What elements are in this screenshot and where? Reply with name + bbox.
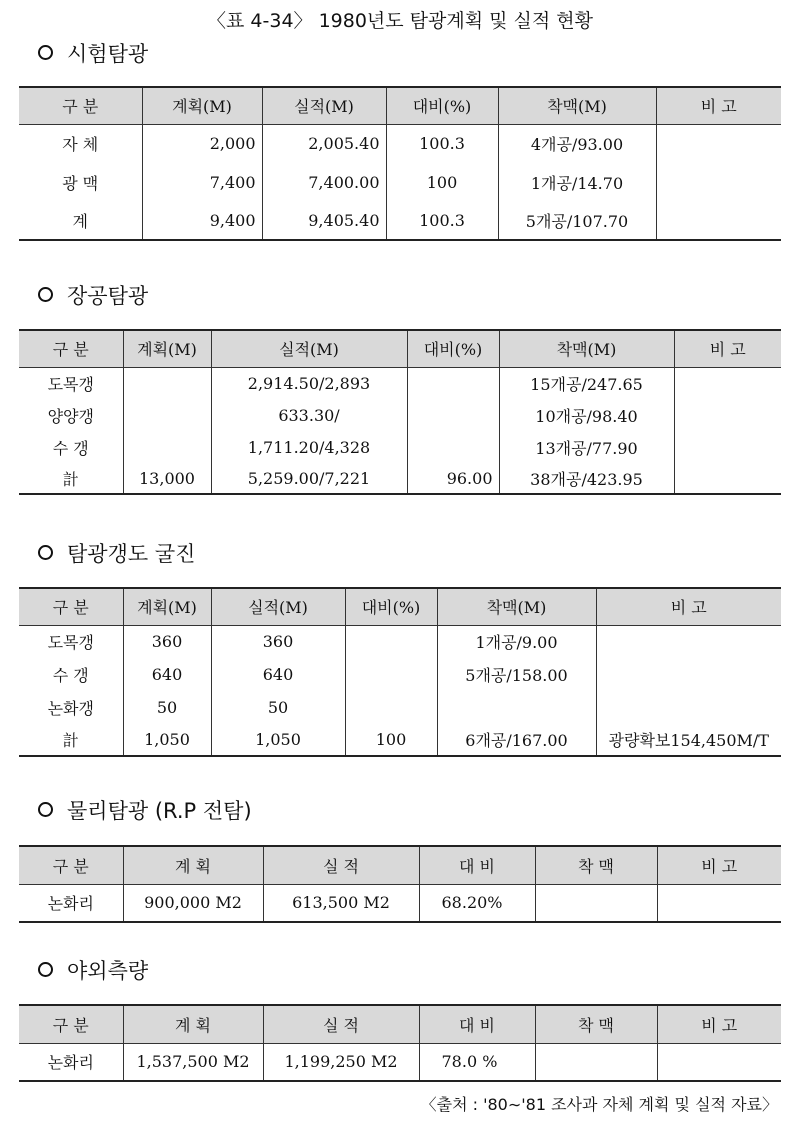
table-cell: 7,400 xyxy=(142,163,262,201)
header-cell: 실적(M) xyxy=(211,330,407,367)
table-cell xyxy=(674,399,781,431)
table-cell: 수 갱 xyxy=(19,658,123,691)
table-cell: 13개공/77.90 xyxy=(499,431,674,463)
table-cell: 38개공/423.95 xyxy=(499,463,674,494)
table-cell xyxy=(123,431,211,463)
table-cell xyxy=(657,1043,781,1081)
table-cell: 613,500 M2 xyxy=(263,884,419,922)
table-cell: 5개공/158.00 xyxy=(437,658,596,691)
table-cell xyxy=(123,367,211,399)
table-row xyxy=(19,625,781,658)
table-cell xyxy=(407,399,499,431)
table-cell: 633.30/ xyxy=(211,399,407,431)
table-cell xyxy=(535,884,657,922)
table-cell: 1,050 xyxy=(211,724,345,756)
table-cell xyxy=(596,691,781,724)
circle-bullet-icon xyxy=(38,962,53,977)
table-cell: 광량확보154,450M/T xyxy=(596,724,781,756)
field-survey-table xyxy=(19,1004,781,1082)
table-cell xyxy=(596,625,781,658)
header-cell: 구 분 xyxy=(19,1005,123,1043)
table-cell: 논화리 xyxy=(19,1043,123,1081)
table-cell: 논화갱 xyxy=(19,691,123,724)
section-title-exploration-drift: 탐광갱도 굴진 xyxy=(38,538,195,568)
header-cell: 비 고 xyxy=(657,1005,781,1043)
table-row xyxy=(19,691,781,724)
table-cell xyxy=(656,163,781,201)
header-cell: 대비(%) xyxy=(407,330,499,367)
header-cell: 착 맥 xyxy=(535,846,657,884)
header-cell: 비 고 xyxy=(674,330,781,367)
table-cell: 100.3 xyxy=(386,201,498,240)
circle-bullet-icon xyxy=(38,802,53,817)
table-cell: 100 xyxy=(345,724,437,756)
table-cell: 4개공/93.00 xyxy=(498,124,656,163)
table-cell xyxy=(657,884,781,922)
long-hole-exploration-table xyxy=(19,329,781,495)
header-cell: 대비(%) xyxy=(386,87,498,124)
table-cell: 1개공/14.70 xyxy=(498,163,656,201)
table-cell: 2,914.50/2,893 xyxy=(211,367,407,399)
source-note: 〈출처 : '80∼'81 조사과 자체 계획 및 실적 자료〉 xyxy=(420,1095,778,1114)
header-cell: 대 비 xyxy=(419,1005,535,1043)
trial-exploration-table xyxy=(19,86,781,241)
circle-bullet-icon xyxy=(38,45,53,60)
table-cell: 640 xyxy=(123,658,211,691)
table-row xyxy=(19,124,781,163)
table-cell: 6개공/167.00 xyxy=(437,724,596,756)
table-row xyxy=(19,399,781,431)
table-cell: 50 xyxy=(211,691,345,724)
table-cell: 78.0 % xyxy=(419,1043,535,1081)
table-cell xyxy=(407,431,499,463)
table-cell: 광 맥 xyxy=(19,163,142,201)
header-cell: 구 분 xyxy=(19,588,123,625)
header-cell: 비 고 xyxy=(656,87,781,124)
table-cell: 50 xyxy=(123,691,211,724)
header-cell: 실 적 xyxy=(263,846,419,884)
table-cell: 1,711.20/4,328 xyxy=(211,431,407,463)
header-cell: 착맥(M) xyxy=(498,87,656,124)
table-cell: 2,005.40 xyxy=(262,124,386,163)
table-cell xyxy=(674,367,781,399)
table-caption: 〈표 4-34〉 1980년도 탐광계획 및 실적 현황 xyxy=(207,10,593,32)
table-row xyxy=(19,1043,781,1081)
table-row xyxy=(19,431,781,463)
table-cell: 양양갱 xyxy=(19,399,123,431)
table-cell: 360 xyxy=(123,625,211,658)
table-row xyxy=(19,884,781,922)
table-cell: 수 갱 xyxy=(19,431,123,463)
table-cell xyxy=(407,367,499,399)
table-cell: 13,000 xyxy=(123,463,211,494)
header-cell: 실적(M) xyxy=(262,87,386,124)
header-cell: 계획(M) xyxy=(142,87,262,124)
table-cell: 計 xyxy=(19,724,123,756)
section-title-trial-exploration: 시험탐광 xyxy=(38,38,148,68)
table-cell xyxy=(674,463,781,494)
table-cell: 1,050 xyxy=(123,724,211,756)
header-cell: 계획(M) xyxy=(123,588,211,625)
table-cell: 도목갱 xyxy=(19,367,123,399)
table-row xyxy=(19,201,781,240)
table-cell: 도목갱 xyxy=(19,625,123,658)
header-cell: 대비(%) xyxy=(345,588,437,625)
header-cell: 계획(M) xyxy=(123,330,211,367)
table-cell: 계 xyxy=(19,201,142,240)
table-cell: 96.00 xyxy=(407,463,499,494)
table-row xyxy=(19,163,781,201)
table-cell: 논화리 xyxy=(19,884,123,922)
table-cell: 2,000 xyxy=(142,124,262,163)
table-cell: 15개공/247.65 xyxy=(499,367,674,399)
circle-bullet-icon xyxy=(38,545,53,560)
header-cell: 착맥(M) xyxy=(437,588,596,625)
table-cell xyxy=(656,124,781,163)
table-cell xyxy=(123,399,211,431)
table-cell: 10개공/98.40 xyxy=(499,399,674,431)
header-cell: 계 획 xyxy=(123,846,263,884)
header-cell: 구 분 xyxy=(19,330,123,367)
table-row xyxy=(19,367,781,399)
table-cell xyxy=(345,658,437,691)
table-cell xyxy=(345,625,437,658)
circle-bullet-icon xyxy=(38,287,53,302)
table-row xyxy=(19,463,781,494)
section-title-long-hole-exploration: 장공탐광 xyxy=(38,280,148,310)
table-cell xyxy=(674,431,781,463)
table-cell: 1개공/9.00 xyxy=(437,625,596,658)
header-cell: 구 분 xyxy=(19,846,123,884)
table-cell: 計 xyxy=(19,463,123,494)
table-cell xyxy=(535,1043,657,1081)
table-cell: 640 xyxy=(211,658,345,691)
table-cell: 68.20% xyxy=(419,884,535,922)
header-cell: 구 분 xyxy=(19,87,142,124)
table-cell: 1,199,250 M2 xyxy=(263,1043,419,1081)
table-cell: 1,537,500 M2 xyxy=(123,1043,263,1081)
table-cell: 360 xyxy=(211,625,345,658)
header-cell: 착맥(M) xyxy=(499,330,674,367)
table-row xyxy=(19,724,781,756)
table-cell: 9,400 xyxy=(142,201,262,240)
header-cell: 대 비 xyxy=(419,846,535,884)
table-cell: 100.3 xyxy=(386,124,498,163)
table-row xyxy=(19,658,781,691)
table-cell: 5,259.00/7,221 xyxy=(211,463,407,494)
table-cell: 100 xyxy=(386,163,498,201)
exploration-drift-table xyxy=(19,587,781,757)
header-cell: 실 적 xyxy=(263,1005,419,1043)
table-cell: 자 체 xyxy=(19,124,142,163)
header-cell: 실적(M) xyxy=(211,588,345,625)
table-cell xyxy=(437,691,596,724)
table-cell xyxy=(656,201,781,240)
header-cell: 착 맥 xyxy=(535,1005,657,1043)
header-cell: 계 획 xyxy=(123,1005,263,1043)
table-cell xyxy=(345,691,437,724)
section-title-field-survey: 야외측량 xyxy=(38,955,148,985)
table-cell: 7,400.00 xyxy=(262,163,386,201)
table-cell xyxy=(596,658,781,691)
header-cell: 비 고 xyxy=(596,588,781,625)
table-cell: 900,000 M2 xyxy=(123,884,263,922)
table-cell: 5개공/107.70 xyxy=(498,201,656,240)
header-cell: 비 고 xyxy=(657,846,781,884)
geophysical-exploration-table xyxy=(19,845,781,923)
table-cell: 9,405.40 xyxy=(262,201,386,240)
section-title-geophysical-exploration: 물리탐광 (R.P 전탐) xyxy=(38,795,252,825)
